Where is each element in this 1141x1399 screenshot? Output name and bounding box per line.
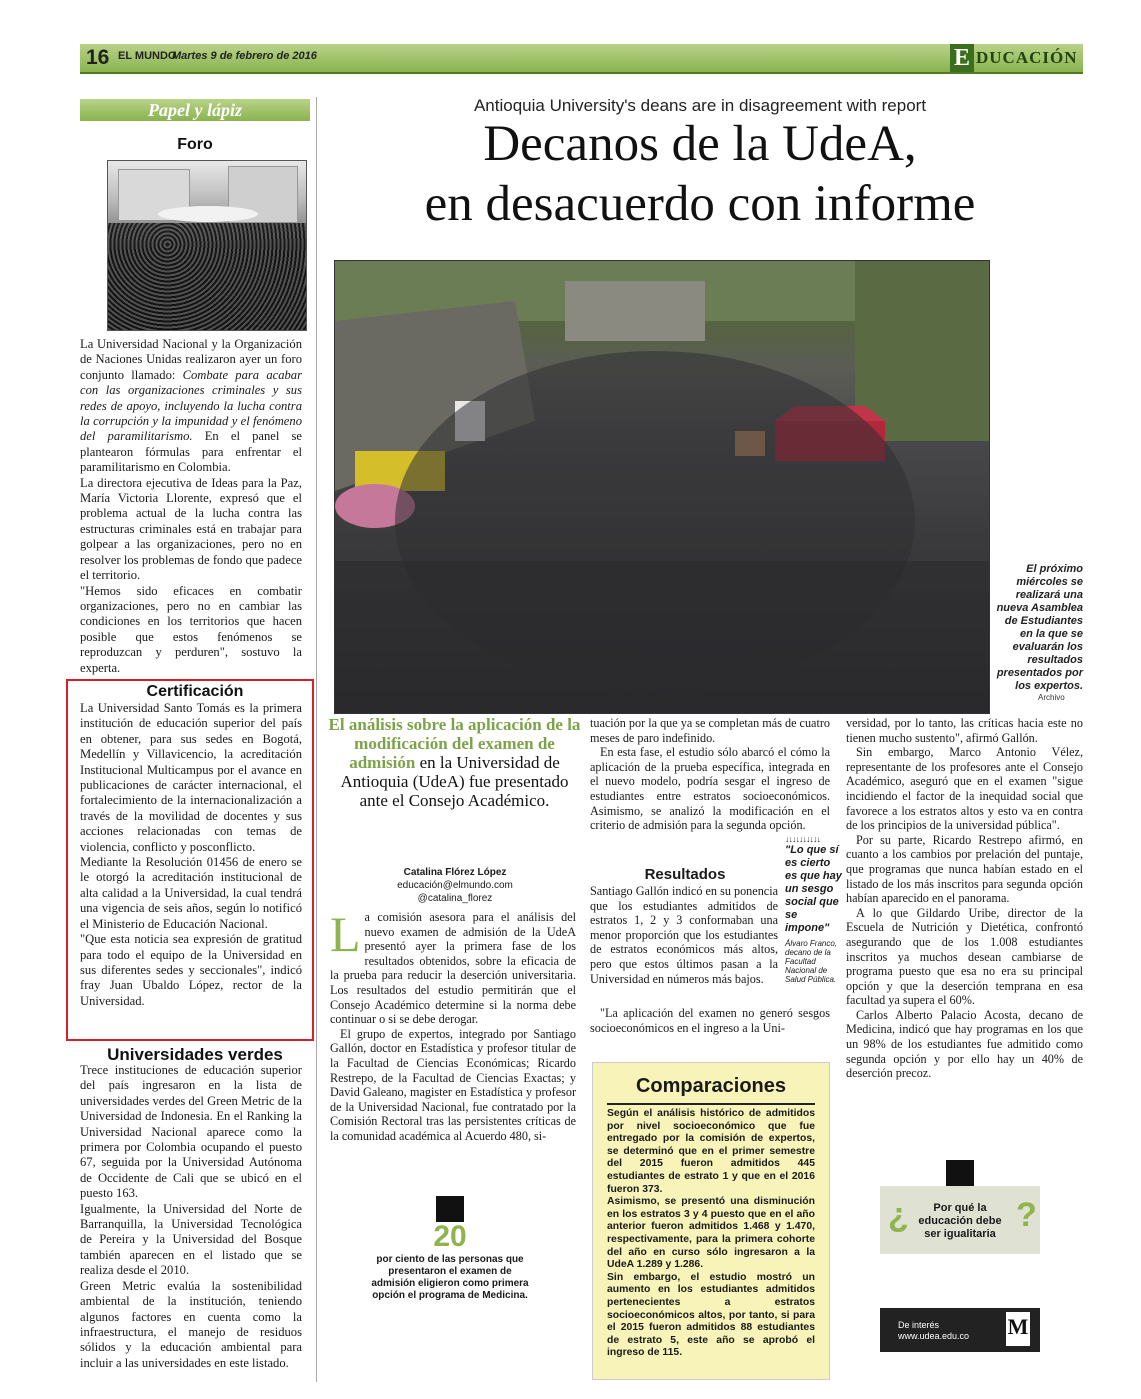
stat-text: por ciento de las personas que presentaron el examen de admisión eligieron como primera opción el programa de Medicina. [371, 1254, 529, 1301]
column-rule [316, 97, 317, 1382]
binder-clip-icon [436, 1196, 464, 1222]
verdes-paragraph-2: Igualmente, la Universidad del Norte de Barranquilla, la Universidad Tecnológica de Pereira y la Universidad del Bosque también aparecen en el listado que se realiza desde el 2010. [80, 1201, 302, 1278]
body-paragraph: "La aplicación del examen no generó sesgos socioeconómicos en el ingreso a la Uni- [590, 1006, 830, 1035]
body-paragraph: Sin embargo, Marco Antonio Vélez, representante de los profesores ante el Consejo Académico, aseguró que en el examen "sigue incidiendo el factor de la inequidad social que favorece a los estratos altos y esto va en contra de los principios de la universidad pública". [846, 745, 1083, 833]
foro-photo [107, 160, 307, 331]
verdes-paragraph-1: Trece instituciones de educación superior del país ingresaron en la lista de universidades verdes del Green Metric de la Universidad de Indonesia. En el Ranking la Universidad Nacional aparece como la primera por Colombia ocupando el puesto 67, seguida por la Universidad Autónoma de Occidente de Cali que se ubicó en el puesto 163. [80, 1063, 302, 1201]
section-label: Papel y lápiz [80, 99, 310, 121]
byline [330, 866, 580, 905]
stat-box [370, 1220, 530, 1302]
verdes-heading: Universidades verdes [107, 1045, 283, 1064]
lead-rest: en la Universidad de Antioquia (UdeA) fue presentado ante el Consejo Académico. [340, 753, 569, 810]
body-paragraph: a comisión asesora para el análisis del nuevo examen de admisión de la UdeA presentó ayer la primera fase de los resultados obtenidos, sobre la eficacia de la prueba para reducir la deserción universitaria. Los resultados del estudio permitirán que el Consejo Académico determine si la norma debe continuar o si se debe derogar. [330, 910, 576, 1027]
question-mark-close: ? [1016, 1196, 1037, 1234]
article-lead [328, 715, 581, 810]
author-name: Catalina Flórez López [403, 867, 507, 878]
comparaciones-title: Comparaciones [635, 1075, 787, 1097]
elmundo-logo: M [1006, 1312, 1030, 1346]
body-paragraph: versidad, por lo tanto, las críticas hacia este no tienen mucho sustento", afirmó Gallón. [846, 716, 1083, 745]
body-column-1 [330, 906, 576, 1144]
foro-paragraph-1: La Universidad Nacional y la Organización de Naciones Unidas realizaron ayer un foro conjunto llamado: Combate para acabar con las organizaciones criminales y sus redes de apoyo, incluyendo la lucha contra la corrupción y la impunidad y el fenómeno del paramilitarismo. En el panel se plantearon fórmulas para enfrentar el paramilitarismo en Colombia. [80, 337, 302, 475]
certificacion-text [80, 701, 302, 1009]
de-interes-box [880, 1308, 1040, 1352]
issue-date: Martes 9 de febrero de 2016 [172, 50, 317, 62]
lead-highlight: El análisis sobre la aplicación de la modificación del examen de admisión [328, 715, 581, 772]
foro-text [80, 337, 302, 676]
photo-caption: El próximo miércoles se realizará una nueva Asamblea de Estudiantes en la que se evaluarán los resultados presentados por los expertos. [996, 563, 1083, 692]
foro-paragraph-3: "Hemos sido eficaces en combatir organizaciones, pero no en cambiar las condiciones en los territorios que hacen posible que estos fenómenos se reproduzcan y perduren", sostuvo la experta. [80, 583, 302, 675]
foro-paragraph-2: La directora ejecutiva de Ideas para la Paz, María Victoria Llorente, expresó que el problema actual de la lucha contra las estructuras criminales está en trabajar para golpear a las organizaciones, pero no en resolver los problemas de fondo que padece el territorio. [80, 475, 302, 583]
body-column-2 [590, 716, 830, 833]
body-column-2b [590, 884, 778, 986]
comparaciones-text [607, 1108, 815, 1360]
quote-source: Álvaro Franco, decano de la Facultad Nacional de Salud Pública. [785, 939, 838, 984]
body-column-3 [846, 716, 1083, 1081]
body-paragraph: tuación por la que ya se completan más de cuatro meses de paro indefinido. [590, 716, 830, 745]
body-paragraph: En esta fase, el estudio sólo abarcó el cómo la aplicación de la prueba específica, integrada en el nuevo modelo, podría sesgar el ingreso de estudiantes entre estratos socioeconómicos. Asimismo, se analizó la modificación en el criterio de admisión para la segunda opción. [590, 745, 830, 833]
title-line-1: Decanos de la UdeA, [483, 116, 917, 172]
article-title [330, 114, 1070, 234]
section-name: DUCACIÓN [976, 48, 1078, 67]
certificacion-paragraph-1: La Universidad Santo Tomás es la primera institución de educación superior del país en obtener, para sus sedes en Bogotá, Medellín y Villavicencio, la acreditación Institucional Multicampus por el avance en publicaciones de carácter internacional, el fortalecimiento de la internacionalización a través de la movilidad de docentes y sus acciones relacionadas con temas de violencia, conflicto y posconflicto. [80, 701, 302, 854]
body-paragraph: El grupo de expertos, integrado por Santiago Gallón, doctor en Estadística y profesor titular de la Facultad de Ciencias Económicas; Ricardo Restrepo, de la Facultad de Ciencias Exactas; y David Galeano, magister en Estadística y profesor de la Universidad Nacional, fue contratado por la Comisión Rectoral tras las persistentes críticas de la comunidad académica al Acuerdo 480, si- [330, 1026, 576, 1143]
de-interes-text [898, 1320, 969, 1342]
resultados-heading: Resultados [644, 866, 726, 883]
article-subtitle: Antioquia University's deans are in disagreement with report [473, 96, 927, 115]
body-paragraph: Santiago Gallón indicó en su ponencia que los estudiantes admitidos de estratos 1, 2 y 3 conformaban una menor proporción que los estudiantes de estratos económicos más altos, pero que estos últimos pasan a la Universidad en números más bajos. [590, 884, 778, 986]
de-interes-url[interactable]: www.udea.edu.co [898, 1331, 970, 1341]
body-paragraph: Carlos Alberto Palacio Acosta, decano de Medicina, indicó que hay programas en los que un 98% de los estudiantes fue admitido como segunda opción y por ello hay un 40% de deserción precoz. [846, 1007, 1083, 1081]
pull-quote [785, 834, 843, 984]
comparaciones-paragraph: Según el análisis histórico de admitidos por nivel socioeconómico que fue entregado por la comisión de expertos, se determinó que en el primer semestre del 2015 fueron admitidos 445 estudiantes de estrato 1 y que en el 2016 fueron 373. [607, 1108, 815, 1195]
title-line-2: en desacuerdo con informe [424, 176, 976, 232]
binder-clip-icon [946, 1160, 974, 1186]
stat-number: 20 [433, 1220, 467, 1253]
question-text: Por qué la educación debe ser igualitaria [918, 1202, 1002, 1240]
de-interes-label: De interés [898, 1320, 940, 1330]
photo-credit: Archivo [1038, 693, 1065, 702]
comparaciones-box [592, 1062, 830, 1380]
section-letter: E [950, 44, 974, 72]
certificacion-heading: Certificación [146, 683, 244, 700]
main-photo [334, 260, 990, 714]
question-box [880, 1186, 1040, 1254]
foro-heading: Foro [177, 136, 213, 153]
comparaciones-paragraph: Sin embargo, el estudio mostró un aumento en los estudiantes admitidos pertenecientes a estratos socioeconómicos altos, por tanto, si para el 2015 fueron admitidos 88 estudiantes de estrato 5, este año se aprobó el ingreso de 115. [607, 1271, 815, 1359]
verdes-paragraph-3: Green Metric evalúa la sostenibilidad ambiental de la institución, teniendo algunos factores en cuenta como la infraestructura, el manejo de residuos sólidos y la educación ambiental para incluir a las universidades en este listado. [80, 1278, 302, 1370]
body-paragraph: Por su parte, Ricardo Restrepo afirmó, en cuanto a los cambios por prelación del puntaje, que programas que nunca habían estado en el listado de los más inscritos para segunda opción habían aparecido en el panorama. [846, 832, 1083, 906]
comparaciones-rule [607, 1103, 815, 1105]
body-paragraph: A lo que Gildardo Uribe, director de la Escuela de Nutrición y Dietética, confrontó asegurando que de los 1.008 estudiantes inscritos ya muchos desean cambiarse de programa puesto que esa no era su principal opción y que la deserción temprana en esa facultad ya supera el 60%. [846, 905, 1083, 1008]
comparaciones-paragraph: Asimismo, se presentó una disminución en los estratos 3 y 4 puesto que en el año anterior fueron admitidos 1.468 y 1.470, respectivamente, para la primera cohorte del año en curso sólo ingresaron a la UdeA 1.289 y 1.286. [607, 1196, 815, 1271]
question-mark-open: ¿ [888, 1196, 909, 1234]
quote-ticks: ↓↓↓↓↓↓↓↓↓↓ [785, 834, 820, 844]
body-column-2c [590, 1006, 830, 1035]
author-email[interactable]: educación@elmundo.com [397, 880, 513, 891]
certificacion-paragraph-3: "Que esta noticia sea expresión de gratitud para todo el equipo de la Universidad en sus diferentes sedes y seccionales", indicó fray Juan Ubaldo López, rector de la Universidad. [80, 932, 302, 1008]
paper-name: EL MUNDO [118, 50, 177, 62]
verdes-text [80, 1063, 302, 1371]
page-number: 16 [86, 46, 110, 69]
author-twitter[interactable]: @catalina_florez [417, 893, 493, 904]
quote-text: "Lo que sí es cierto es que hay un sesgo social que se impone" [785, 844, 842, 934]
certificacion-paragraph-2: Mediante la Resolución 01456 de enero se le otorgó la acreditación institucional de alta calidad a la Universidad, la cual tendrá una vigencia de seis años, según lo notificó el Ministerio de Educación Nacional. [80, 855, 302, 931]
drop-cap: L [330, 906, 361, 962]
